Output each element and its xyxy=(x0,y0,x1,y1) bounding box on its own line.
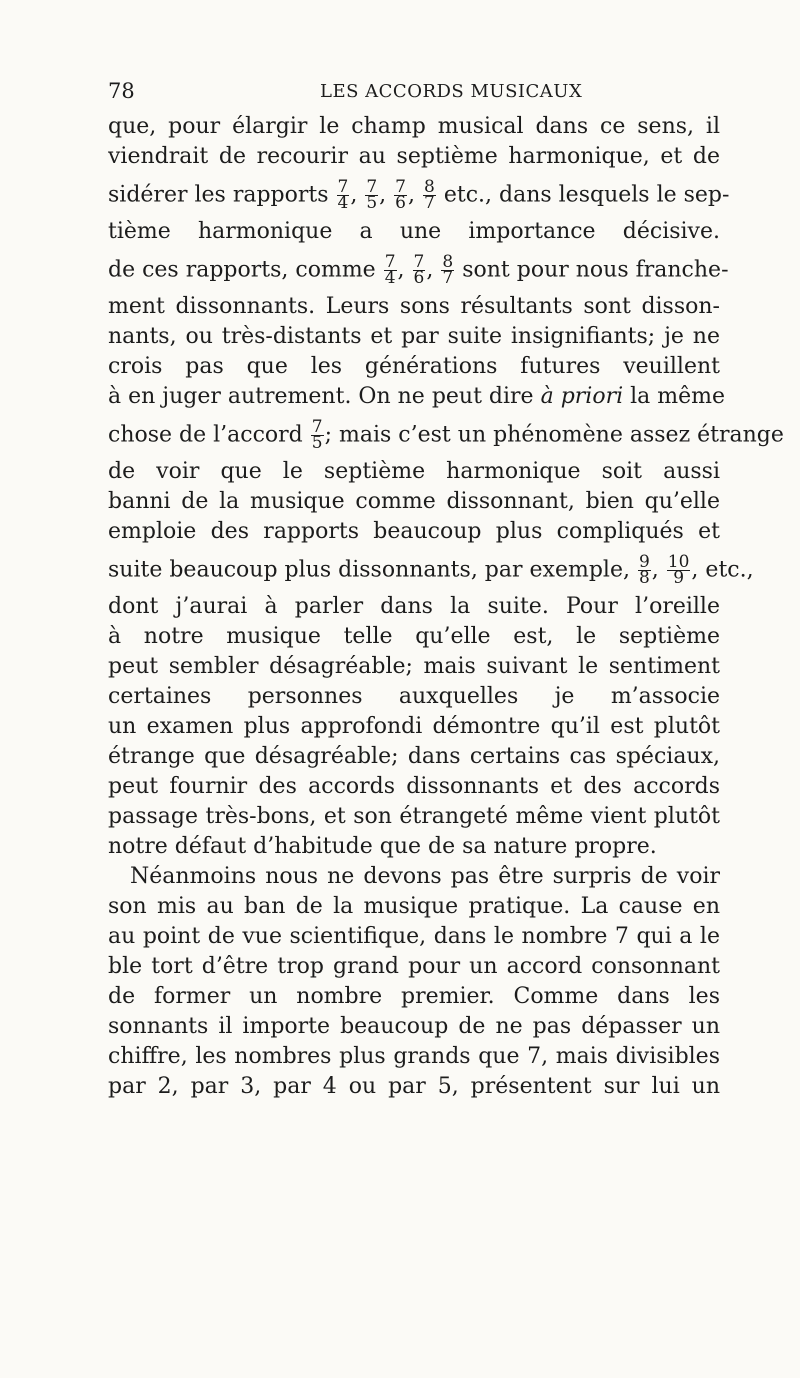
page-header xyxy=(108,79,708,109)
text-line: notre défaut d’habitude que de sa nature propre. xyxy=(108,834,657,859)
fraction xyxy=(311,417,324,453)
fraction xyxy=(423,177,436,213)
fraction xyxy=(384,252,397,288)
text-line: peut sembler désagréable; mais suivant le sentiment xyxy=(108,654,720,679)
fraction xyxy=(337,177,350,213)
numerator: 7 xyxy=(311,417,323,437)
text-line: crois pas que les générations futures veuillent xyxy=(108,354,720,379)
running-title: LES ACCORDS MUSICAUX xyxy=(320,81,583,102)
text-line: Néanmoins nous ne devons pas être surpris de voir xyxy=(130,864,720,889)
denominator: 5 xyxy=(366,193,378,213)
text-line: son mis au ban de la musique pratique. La cause en xyxy=(108,894,720,919)
denominator: 8 xyxy=(638,568,650,588)
text-fragment: à en juger autrement. On ne peut dire xyxy=(108,384,534,409)
text-fragment: la même xyxy=(630,384,726,409)
denominator: 7 xyxy=(442,268,454,288)
text-fragment: sont pour nous franche- xyxy=(462,257,729,283)
text-line: certaines personnes auxquelles je m’associe xyxy=(108,684,720,709)
fraction xyxy=(441,252,454,288)
denominator: 9 xyxy=(673,568,685,588)
denominator: 7 xyxy=(424,193,435,213)
fraction xyxy=(365,177,378,213)
text-line: que, pour élargir le champ musical dans ce sens, il xyxy=(108,114,720,139)
text-line: viendrait de recourir au septième harmonique, et de xyxy=(108,144,720,169)
text-line: ble tort d’être trop grand pour un accord consonnant xyxy=(108,954,720,979)
text-fragment: ; mais c’est un phénomène assez étrange xyxy=(324,422,784,448)
text-line: à notre musique telle qu’elle est, le septième xyxy=(108,624,720,649)
text-line: banni de la musique comme dissonnant, bien qu’elle xyxy=(108,489,720,514)
text-line: de voir que le septième harmonique soit aussi xyxy=(108,459,720,484)
denominator: 6 xyxy=(413,268,425,288)
text-line: au point de vue scientifique, dans le nombre 7 qui a le xyxy=(108,924,720,949)
denominator: 4 xyxy=(384,268,396,288)
text-line: tième harmonique a une importance décisive. xyxy=(108,219,720,244)
denominator: 6 xyxy=(395,193,406,213)
text-line: dont j’aurai à parler dans la suite. Pour l’oreille xyxy=(108,594,720,619)
text-line: chiffre, les nombres plus grands que 7, mais divisibles xyxy=(108,1044,720,1069)
numerator: 8 xyxy=(424,177,435,197)
text-line: par 2, par 3, par 4 ou par 5, présentent sur lui un xyxy=(108,1074,720,1099)
text-line-with-fractions: de ces rapports, comme $\frac{7}{4}$ , $\frac{7}{6}$ , $\frac{8}{7}$ sont pour nous franche- xyxy=(108,252,729,288)
text-fragment: chose de l’accord xyxy=(108,422,303,448)
fraction xyxy=(667,552,691,588)
numerator: 7 xyxy=(413,252,425,272)
numerator: 10 xyxy=(667,552,690,572)
text-line: sonnants il importe beaucoup de ne pas dépasser un xyxy=(108,1014,720,1039)
page-number: 78 xyxy=(108,79,135,103)
numerator: 7 xyxy=(337,177,349,197)
text-fragment: sidérer les rapports xyxy=(108,182,329,208)
text-fragment: etc., xyxy=(705,557,754,583)
numerator: 7 xyxy=(384,252,396,272)
text-line: peut fournir des accords dissonnants et des accords xyxy=(108,774,720,799)
fraction xyxy=(413,252,426,288)
text-line-with-fractions: suite beaucoup plus dissonnants, par exemple, $\frac{9}{8}$ , $\frac{10}{9}$ , etc., xyxy=(108,552,754,588)
numerator: 7 xyxy=(366,177,378,197)
fraction xyxy=(638,552,651,588)
text-fragment: de ces rapports, comme xyxy=(108,257,376,283)
text-line-with-fractions xyxy=(108,412,784,457)
fraction xyxy=(394,177,407,213)
text-line: un examen plus approfondi démontre qu’il est plutôt xyxy=(108,714,720,739)
text-line: emploie des rapports beaucoup plus compliqués et xyxy=(108,519,720,544)
numerator: 8 xyxy=(442,252,454,272)
text-line-with-fractions: sidérer les rapports $\frac{7}{4}$ , $\frac{7}{5}$ , $\frac{7}{6}$ , $\frac{8}{7}$ etc., dans lesquels le sep- xyxy=(108,177,730,213)
text-fragment: etc., dans lesquels le sep- xyxy=(443,182,730,208)
text-line: étrange que désagréable; dans certains cas spéciaux, xyxy=(108,744,720,769)
text-line: ment dissonnants. Leurs sons résultants sont disson- xyxy=(108,294,720,319)
denominator: 4 xyxy=(337,193,349,213)
text-fragment: suite beaucoup plus dissonnants, par exemple, xyxy=(108,557,630,583)
text-line: nants, ou très-distants et par suite insignifiants; je ne xyxy=(108,324,720,349)
numerator: 9 xyxy=(638,552,650,572)
body-text xyxy=(108,112,784,1102)
denominator: 5 xyxy=(311,433,323,453)
italic-phrase: à priori xyxy=(540,384,624,409)
text-line: passage très-bons, et son étrangeté même vient plutôt xyxy=(108,804,720,829)
text-line xyxy=(108,382,726,412)
text-line: de former un nombre premier. Comme dans les xyxy=(108,984,720,1009)
numerator: 7 xyxy=(395,177,406,197)
